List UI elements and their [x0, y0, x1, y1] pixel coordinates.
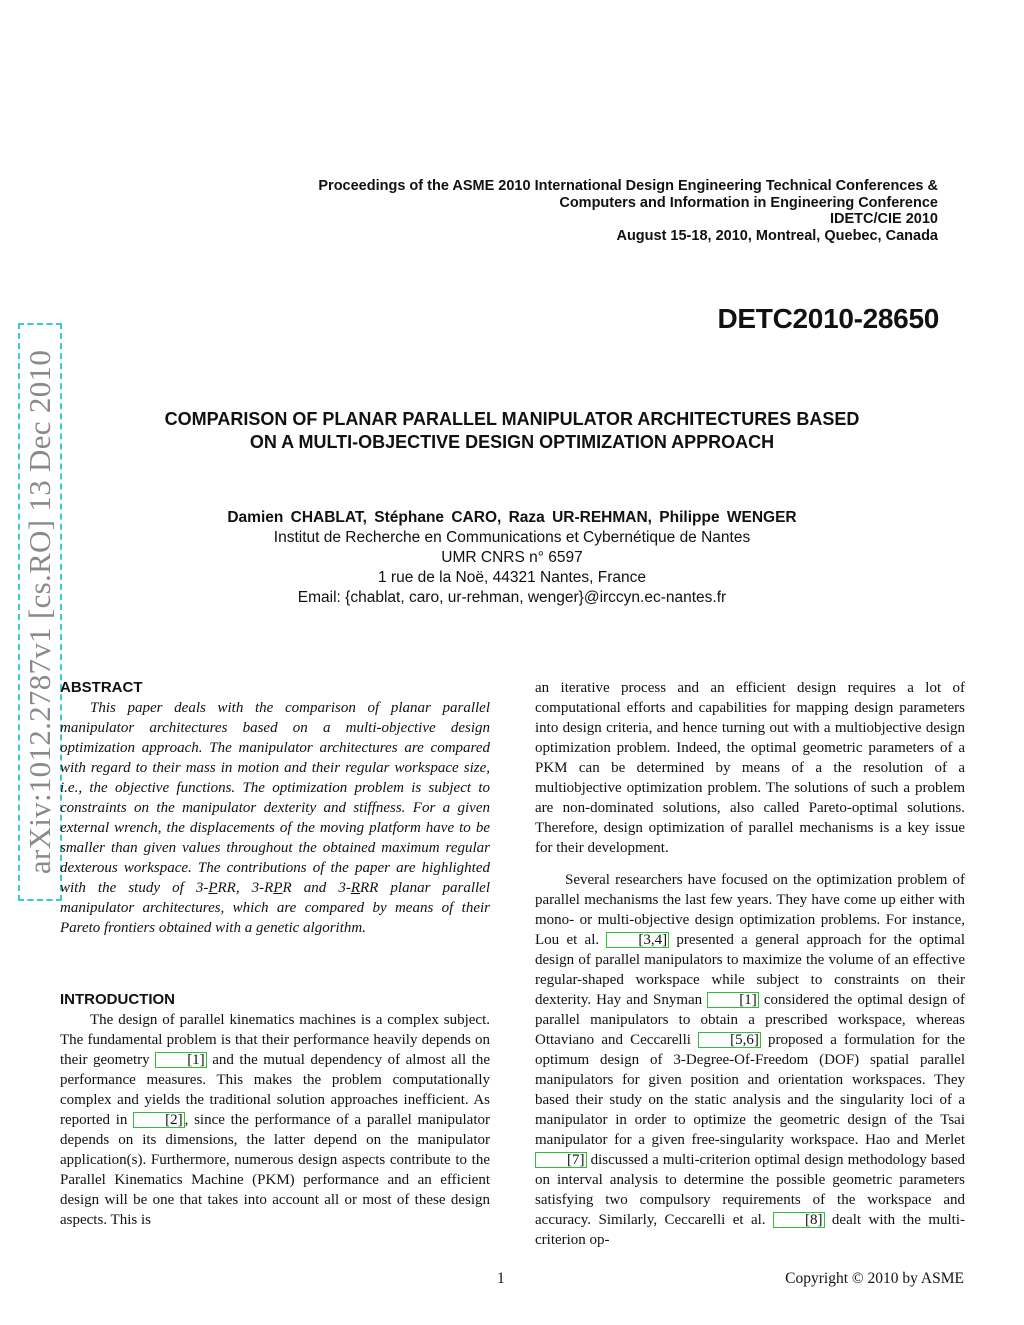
right-paragraph-2: Several researchers have focused on the optimization problem of parallel mechanisms the last few years. They have come up either with mono- or multi-objective design optimization problems. For instance, Lou et al. [3,4] presented a general approach for the optimal design of parallel manipulators to maximize the volume of an effective regular-shaped workspace while subject to constraints on their dexterity. Hay and Snyman [1] considered the optimal design of parallel manipulators to obtain a prescribed workspace, whereas Ottaviano and Ceccarelli [5,6] proposed a formulation for the optimum design of 3-Degree-Of-Freedom (DOF) spatial parallel manipulators for given position and orientation workspaces. They based their study on the static analysis and the singularity loci of a manipulator in order to optimize the geometric design of the Tsai manipulator for a given free-singularity workspace. Hao and Merlet [7] discussed a multi-criterion optimal design methodology based on interval analysis to determine the possible geometric parameters satisfying two compulsory requirements of the workspace and accuracy. Similarly, Ceccarelli et al. [8] dealt with the multi-criterion op- [535, 872, 966, 1248]
conference-header [178, 178, 938, 244]
introduction-paragraph: The design of parallel kinematics machines is a complex subject. The fundamental problem is that their performance heavily depends on their geometry [1] and the mutual dependency of almost all the performance measures. This makes the problem computationally complex and yields the traditional solution approaches inefficient. As reported in [2] , since the performance of a parallel manipulator depends on its dimensions, the latter depend on the manipulator application(s). Furthermore, numerous design aspects contribute to the Parallel Kinematics Machine (PKM) performance and an efficient design will be one that takes into account all or most of these design aspects. This is [60, 1012, 490, 1228]
author-umr: UMR CNRS n° 6597 [441, 549, 583, 566]
author-block [160, 508, 864, 608]
citation-link[interactable]: [2] [133, 1112, 185, 1128]
paper-id: DETC2010-28650 [717, 303, 939, 334]
page-number: 1 [497, 1270, 505, 1287]
author-email: Email: {chablat, caro, ur-rehman, wenger}@irccyn.ec-nantes.fr [297, 589, 727, 606]
arxiv-stamp-label[interactable]: arXiv:1012.2787v1 [cs.RO] 13 Dec 2010 [22, 349, 57, 875]
left-column [60, 678, 490, 1230]
conference-line-2: Computers and Information in Engineering Conference [559, 194, 938, 211]
title-line-1: COMPARISON OF PLANAR PARALLEL MANIPULATOR ARCHITECTURES BASED [164, 409, 860, 429]
conference-line-1: Proceedings of the ASME 2010 International Design Engineering Technical Conferences & [318, 178, 938, 194]
author-address: 1 rue de la Noë, 44321 Nantes, France [378, 569, 646, 586]
introduction-heading: INTRODUCTION [60, 991, 175, 1008]
conference-line-3: IDETC/CIE 2010 [830, 211, 938, 227]
right-column [535, 678, 965, 1250]
right-paragraph-1: an iterative process and an efficient design requires a lot of computational efforts and capabilities for mapping design parameters into design criteria, and hence turning out with a multiobjective design optimization problem. Indeed, the optimal geometric parameters of a PKM can be determined by means of a the resolution of a multiobjective optimization problem. The solutions of such a problem are non-dominated solutions, also called Pareto-optimal solutions. Therefore, design optimization of parallel mechanisms is a key issue for their development. [535, 680, 965, 856]
citation-link[interactable]: [1] [155, 1052, 207, 1068]
citation-link[interactable]: [7] [535, 1152, 587, 1168]
title-line-2: ON A MULTI-OBJECTIVE DESIGN OPTIMIZATION APPROACH [249, 432, 775, 452]
author-names: Damien CHABLAT, Stéphane CARO, Raza UR-REHMAN, Philippe WENGER [227, 509, 797, 526]
citation-link[interactable]: [8] [773, 1212, 825, 1228]
citation-link[interactable]: [5,6] [698, 1032, 761, 1048]
paper-title [100, 408, 924, 454]
copyright-notice: Copyright © 2010 by ASME [785, 1270, 964, 1287]
conference-line-4: August 15-18, 2010, Montreal, Quebec, Canada [616, 227, 938, 244]
citation-link[interactable]: [1] [707, 992, 759, 1008]
citation-link[interactable]: [3,4] [606, 932, 669, 948]
abstract-heading: ABSTRACT [60, 679, 143, 696]
author-institute: Institut de Recherche en Communications et Cybernétique de Nantes [273, 529, 751, 546]
abstract-text: This paper deals with the comparison of planar parallel manipulator architectures based on a multi-objective design optimization approach. The manipulator architectures are compared with regard to their mass in motion and their regular workspace size, i.e., the objective functions. The optimization problem is subject to constraints on the manipulator dexterity and stiffness. For a given external wrench, the displacements of the moving platform have to be smaller than given values throughout the obtained maximum regular dexterous workspace. The contributions of the paper are highlighted with the study of 3-PRR, 3-RPR and 3-RRR planar parallel manipulator architectures, which are compared by means of their Pareto frontiers obtained with a genetic algorithm. [60, 700, 490, 936]
